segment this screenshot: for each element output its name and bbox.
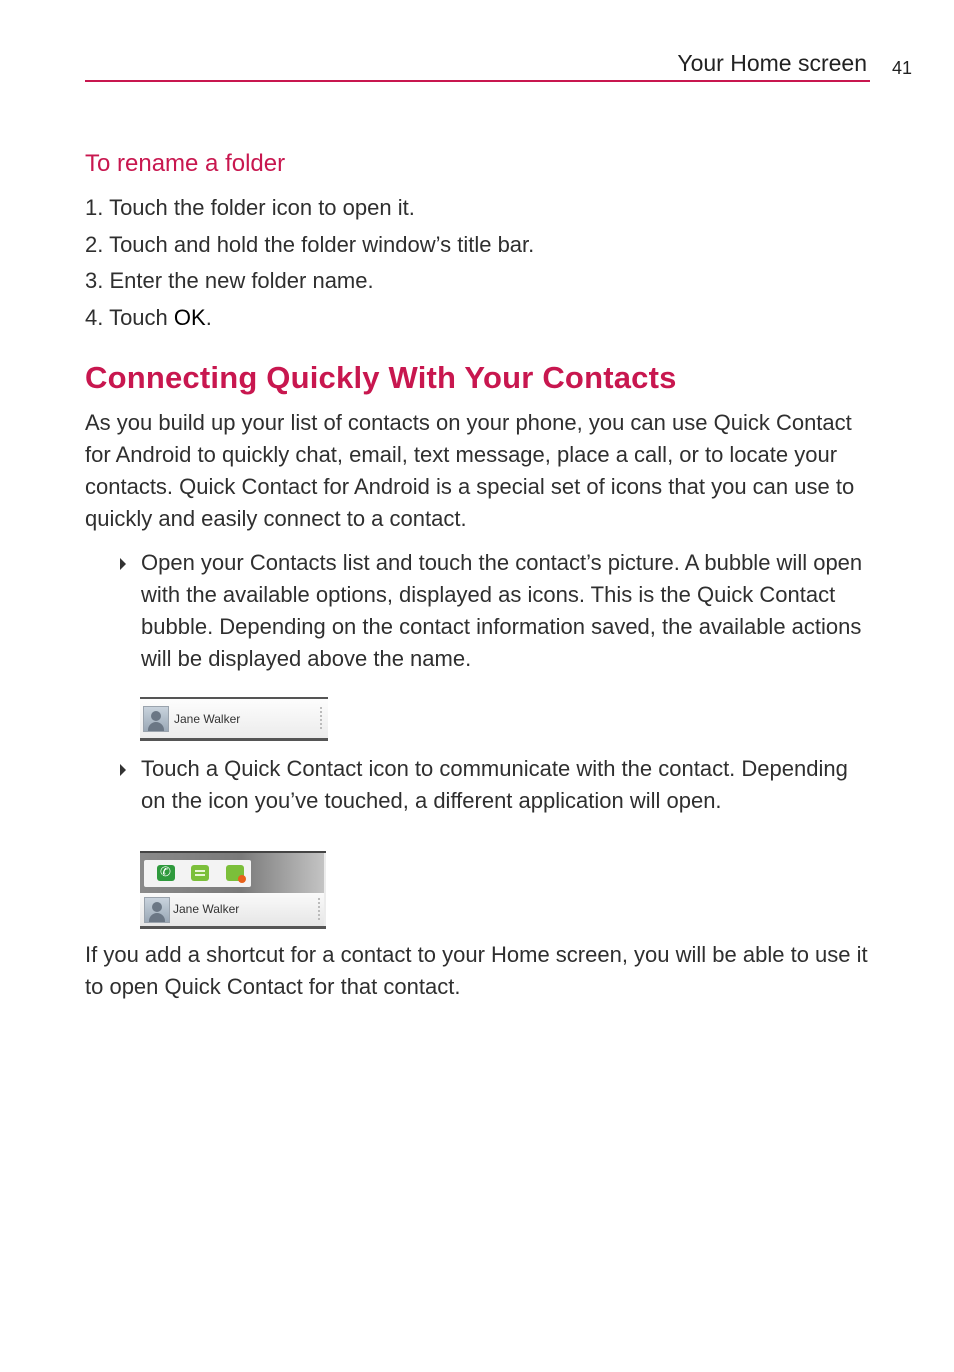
step4-suffix: . bbox=[205, 304, 212, 330]
intro-paragraph: As you build up your list of contacts on your phone, you can use Quick Contact for Android to quickly chat, email, text message, place a call, or to locate your contacts. Quick Contact for Android is a special set of icons that you can use to quickly and easily connect to a contact. bbox=[85, 410, 855, 531]
sms-icon bbox=[191, 865, 209, 881]
running-header: Your Home screen bbox=[677, 50, 867, 76]
contact-row-screenshot bbox=[140, 697, 328, 741]
step-item: 3. Enter the new folder name. bbox=[85, 268, 374, 293]
step-item: 1. Touch the folder icon to open it. bbox=[85, 195, 415, 220]
step-item: 2. Touch and hold the folder window’s title bar. bbox=[85, 231, 535, 257]
quick-contact-bubble bbox=[140, 853, 324, 893]
bullet-item bbox=[120, 547, 870, 675]
bullet-item bbox=[120, 753, 870, 817]
page-number: 41 bbox=[892, 58, 913, 78]
step4-prefix: 4. Touch bbox=[85, 304, 174, 330]
contact-name: Jane Walker bbox=[173, 902, 240, 916]
outro-paragraph: If you add a shortcut for a contact to your Home screen, you will be able to use it to open Quick Contact for that contact. bbox=[85, 942, 868, 999]
rename-folder-heading: To rename a folder bbox=[85, 150, 286, 177]
ok-button-label: OK bbox=[173, 304, 206, 330]
contact-row bbox=[140, 893, 324, 926]
quick-contact-bubble-screenshot bbox=[140, 851, 326, 929]
grip-handle-icon bbox=[320, 707, 322, 731]
bullet-arrow-icon bbox=[120, 558, 126, 570]
section-title: Connecting Quickly With Your Contacts bbox=[85, 360, 677, 395]
contact-avatar-icon bbox=[144, 897, 170, 923]
step-item bbox=[85, 300, 534, 337]
rename-steps-list bbox=[85, 190, 534, 336]
contact-avatar-icon bbox=[143, 706, 169, 732]
quick-contact-icon-tray bbox=[144, 860, 251, 887]
contact-name: Jane Walker bbox=[174, 712, 241, 726]
header-rule bbox=[85, 80, 870, 82]
email-icon bbox=[226, 865, 244, 881]
grip-handle-icon bbox=[318, 898, 320, 920]
bullet-text: Touch a Quick Contact icon to communicate with the contact. Depending on the icon you’ve touched, a different application will open. bbox=[141, 756, 848, 813]
bullet-text: Open your Contacts list and touch the contact’s picture. A bubble will open with the available options, displayed as icons. This is the Quick Contact bubble. Depending on the contact information saved, the available actions will be displayed above the name. bbox=[141, 550, 863, 671]
phone-icon bbox=[157, 865, 175, 881]
bullet-arrow-icon bbox=[120, 764, 126, 776]
